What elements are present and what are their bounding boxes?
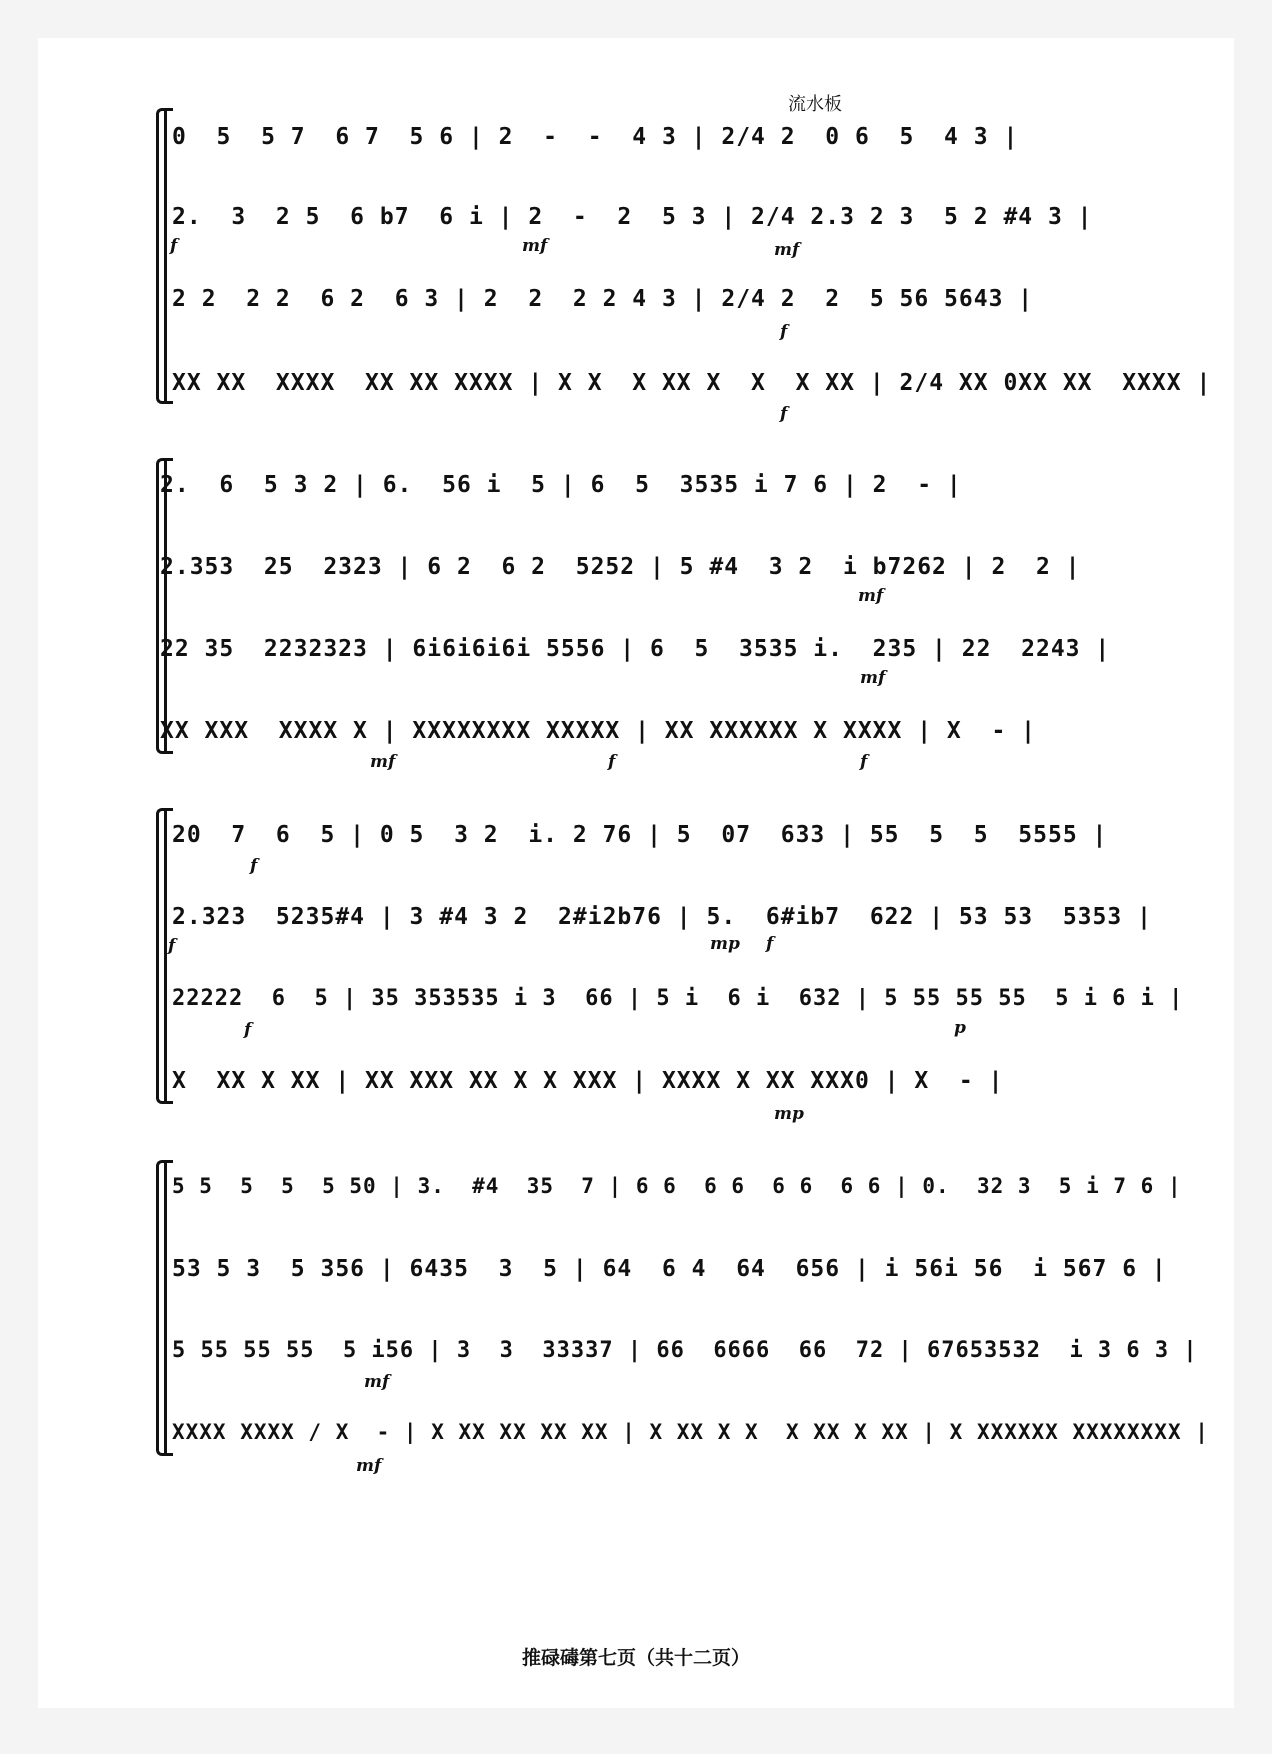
notation-line: 20 7 6 5 | 0 5 3 2 i. 2 76 | 5 07 633 | 55 5 5 5555 | xyxy=(172,822,1108,848)
dynamic-marking: f xyxy=(860,752,868,772)
notation-line: XX XX XXXX XX XX XXXX | X X X XX X X X XX | 2/4 XX 0XX XX XXXX | xyxy=(172,370,1212,396)
notation-line: 2. 3 2 5 6 b7 6 i | 2 - 2 5 3 | 2/4 2.3 2 3 5 2 #4 3 | xyxy=(172,204,1093,230)
dynamic-marking: f xyxy=(170,236,178,256)
staff-row xyxy=(38,818,1234,876)
staff-row xyxy=(38,1064,1234,1124)
staff-row xyxy=(38,1252,1234,1292)
dynamic-marking: mf xyxy=(858,586,884,606)
notation-line: 22 35 2232323 | 6i6i6i6i 5556 | 6 5 3535 i. 235 | 22 2243 | xyxy=(160,636,1111,662)
staff-row xyxy=(38,632,1234,688)
dynamic-marking: f xyxy=(780,404,788,424)
notation-line: 2 2 2 2 6 2 6 3 | 2 2 2 2 4 3 | 2/4 2 2 5 56 5643 | xyxy=(172,286,1034,312)
system-4 xyxy=(38,1150,1234,1476)
staff-row xyxy=(38,900,1234,956)
system-3 xyxy=(38,798,1234,1124)
dynamic-marking: mf xyxy=(364,1372,390,1392)
dynamic-marking: f xyxy=(766,934,774,954)
staff-row xyxy=(38,282,1234,342)
dynamic-marking: mp xyxy=(710,934,740,954)
dynamic-marking: mp xyxy=(774,1104,804,1124)
dynamic-marking: mf xyxy=(774,240,800,260)
dynamic-marking: mf xyxy=(356,1456,382,1476)
dynamic-marking: mf xyxy=(522,236,548,256)
notation-line: 5 5 5 5 5 50 | 3. #4 35 7 | 6 6 6 6 6 6 6 6 | 0. 32 3 5 i 7 6 | xyxy=(172,1174,1182,1198)
notation-line: XXXX XXXX / X - | X XX XX XX XX | X XX X X X XX X XX | X XXXXXX XXXXXXXX | xyxy=(172,1420,1209,1444)
staff-row xyxy=(38,468,1234,508)
staff-row xyxy=(38,1170,1234,1210)
tempo-mark: 流水板 xyxy=(788,94,842,115)
notation-line: 0 5 5 7 6 7 5 6 | 2 - - 4 3 | 2/4 2 0 6 5 4 3 | xyxy=(172,124,1019,150)
staff-row xyxy=(38,1334,1234,1392)
staff-row xyxy=(38,200,1234,260)
staff-row xyxy=(38,982,1234,1040)
page-footer: 推碌碡第七页（共十二页） xyxy=(521,1647,750,1669)
notation-line: 53 5 3 5 356 | 6435 3 5 | 64 6 4 64 656 | i 56i 56 i 567 6 | xyxy=(172,1256,1167,1282)
notation-line: 2. 6 5 3 2 | 6. 56 i 5 | 6 5 3535 i 7 6 | 2 - | xyxy=(160,472,962,498)
staff-row xyxy=(38,1416,1234,1476)
notation-line: X XX X XX | XX XXX XX X X XXX | XXXX X XX XXX0 | X - | xyxy=(172,1068,1004,1094)
score-page xyxy=(38,38,1234,1708)
notation-line: 2.353 25 2323 | 6 2 6 2 5252 | 5 #4 3 2 i b7262 | 2 2 | xyxy=(160,554,1081,580)
dynamic-marking: p xyxy=(954,1018,966,1038)
staff-row xyxy=(38,366,1234,424)
staff-row xyxy=(38,550,1234,606)
staff-row xyxy=(38,714,1234,772)
notation-line: 2.323 5235#4 | 3 #4 3 2 2#i2b76 | 5. 6#ib7 622 | 53 53 5353 | xyxy=(172,904,1152,930)
dynamic-marking: f xyxy=(608,752,616,772)
notation-line: XX XXX XXXX X | XXXXXXXX XXXXX | XX XXXXXX X XXXX | X - | xyxy=(160,718,1036,744)
system-1 xyxy=(38,94,1234,424)
dynamic-marking: f xyxy=(780,322,788,342)
dynamic-marking: f xyxy=(244,1020,252,1040)
dynamic-marking: f xyxy=(168,936,176,956)
system-2 xyxy=(38,448,1234,772)
staff-row xyxy=(38,120,1234,160)
dynamic-marking: f xyxy=(250,856,258,876)
notation-line: 5 55 55 55 5 i56 | 3 3 33337 | 66 6666 66 72 | 67653532 i 3 6 3 | xyxy=(172,1338,1198,1363)
notation-line: 22222 6 5 | 35 353535 i 3 66 | 5 i 6 i 632 | 5 55 55 55 5 i 6 i | xyxy=(172,986,1184,1011)
dynamic-marking: mf xyxy=(370,752,396,772)
dynamic-marking: mf xyxy=(860,668,886,688)
